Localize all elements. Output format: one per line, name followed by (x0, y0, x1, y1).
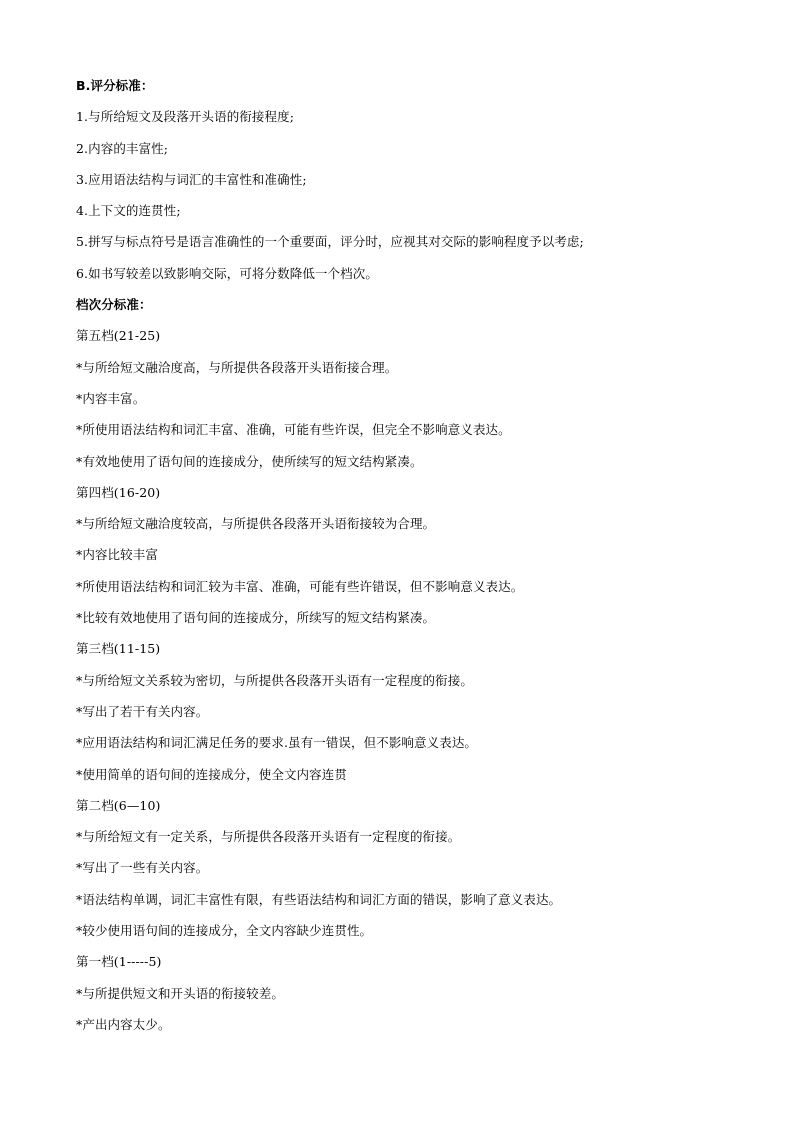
grade-5-item: *与所给短文融洽度高，与所提供各段落开头语衔接合理。 (76, 359, 398, 375)
grade-1-item: *产出内容太少。 (76, 1016, 171, 1032)
criterion-4: 4.上下文的连贯性; (76, 203, 181, 219)
grade-3-item: *使用简单的语句间的连接成分，使全文内容连贯 (76, 766, 347, 782)
criterion-1: 1.与所给短文及段落开头语的衔接程度; (76, 109, 295, 125)
grade-5-item: *有效地使用了语句间的连接成分，使所续写的短文结构紧凑。 (76, 453, 423, 469)
grade-2-item: *较少使用语句间的连接成分，全文内容缺少连贯性。 (76, 923, 373, 939)
criterion-3: 3.应用语法结构与词汇的丰富性和准确性; (76, 171, 307, 187)
grade-4-item: *所使用语法结构和词汇较为丰富、准确，可能有些许错误，但不影响意义表达。 (76, 578, 524, 594)
grade-3-item: *与所给短文关系较为密切，与所提供各段落开头语有一定程度的衔接。 (76, 672, 473, 688)
criterion-6: 6.如书写较差以致影响交际，可将分数降低一个档次。 (76, 265, 378, 281)
grade-4-item: *比较有效地使用了语句间的连接成分，所续写的短文结构紧凑。 (76, 610, 436, 626)
grade-3-item: *应用语法结构和词汇满足任务的要求.虽有一错误，但不影响意义表达。 (76, 735, 478, 751)
grading-title: 档次分标准： (76, 297, 152, 313)
grade-1-item: *与所提供短文和开头语的衔接较差。 (76, 985, 284, 1001)
grade-5-item: *所使用语法结构和词汇丰富、准确，可能有些许误，但完全不影响意义表达。 (76, 422, 511, 438)
grade-2-label: 第二档(6—10) (76, 797, 161, 813)
criterion-5: 5.拼写与标点符号是语言准确性的一个重要面，评分时，应视其对交际的影响程度予以考虑; (76, 234, 584, 250)
grade-1-label: 第一档(1-----5) (76, 954, 162, 970)
grade-5-label: 第五档(21-25) (76, 328, 161, 344)
grade-3-label: 第三档(11-15) (76, 641, 161, 657)
criterion-2: 2.内容的丰富性; (76, 140, 169, 156)
grade-4-item: *与所给短文融洽度较高，与所提供各段落开头语衔接较为合理。 (76, 516, 436, 532)
grade-5-item: *内容丰富。 (76, 390, 146, 406)
grade-4-label: 第四档(16-20) (76, 484, 161, 500)
grade-4-item: *内容比较丰富 (76, 547, 158, 563)
document-page (76, 75, 756, 1045)
grade-2-item: *语法结构单调，词汇丰富性有限，有些语法结构和词汇方面的错误，影响了意义表达。 (76, 891, 562, 907)
section-title: B.评分标准： (76, 78, 154, 93)
grade-2-item: *与所给短文有一定关系，与所提供各段落开头语有一定程度的衔接。 (76, 829, 461, 845)
grade-2-item: *写出了一些有关内容。 (76, 860, 209, 876)
grade-3-item: *写出了若干有关内容。 (76, 703, 209, 719)
